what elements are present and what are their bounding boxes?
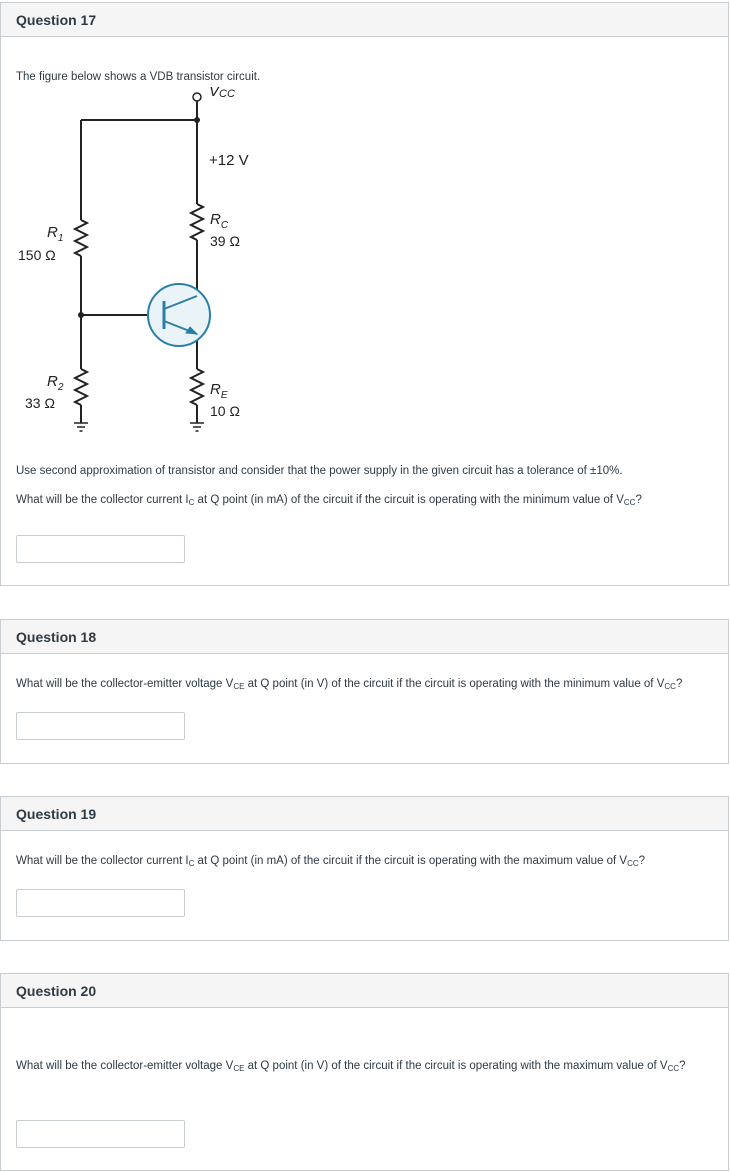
re-value: 10 Ω bbox=[210, 403, 240, 419]
re-label: $R_E$ bbox=[210, 381, 228, 401]
question-20-header bbox=[1, 974, 728, 1008]
question-19-header bbox=[1, 797, 728, 831]
question-19-card bbox=[0, 796, 729, 941]
question-17-header bbox=[1, 3, 728, 37]
question-18-prompt: What will be the collector-emitter voltage $V_{CE}$ at Q point (in V) of the circuit if the circuit is operating with the minimum value of $V_{CC}$? bbox=[16, 678, 683, 691]
question-18-header bbox=[1, 620, 728, 654]
vcc-value: +12 V bbox=[209, 152, 249, 169]
question-17-card bbox=[0, 2, 729, 586]
question-19-prompt: What will be the collector current $I_C$ at Q point (in mA) of the circuit if the circuit is operating with the maximum value of $V_{CC}$? bbox=[16, 855, 646, 868]
re-resistor bbox=[191, 369, 203, 405]
r1-resistor bbox=[75, 220, 87, 256]
question-17-title: Question 17 bbox=[16, 11, 97, 28]
r1-value: 150 Ω bbox=[18, 247, 56, 263]
rc-resistor bbox=[191, 204, 203, 240]
vdb-circuit-diagram bbox=[1, 87, 281, 437]
question-17-answer-input[interactable] bbox=[16, 535, 185, 563]
ground-symbol-right bbox=[190, 423, 204, 431]
question-18-answer-input[interactable] bbox=[16, 712, 185, 740]
r1-label: $R_1$ bbox=[47, 224, 64, 244]
question-18-title: Question 18 bbox=[16, 628, 97, 645]
question-20-prompt: What will be the collector-emitter voltage $V_{CE}$ at Q point (in V) of the circuit if the circuit is operating with the maximum value of $V_{CC}$? bbox=[16, 1060, 686, 1073]
rc-value: 39 Ω bbox=[210, 233, 240, 249]
question-19-answer-input[interactable] bbox=[16, 889, 185, 917]
question-17-prompt: What will be the collector current $I_C$ at Q point (in mA) of the circuit if the circuit is operating with the minimum value of $V_{CC}$? bbox=[16, 494, 642, 507]
base-node-dot bbox=[78, 312, 84, 318]
question-18-card bbox=[0, 619, 729, 764]
ground-symbol-left bbox=[74, 423, 88, 431]
vcc-node-dot bbox=[194, 117, 200, 123]
r2-label: $R_2$ bbox=[47, 373, 64, 393]
question-20-card bbox=[0, 973, 729, 1171]
r2-resistor bbox=[75, 369, 87, 405]
vcc-terminal bbox=[193, 93, 201, 101]
rc-label: $R_C$ bbox=[210, 211, 229, 231]
npn-transistor bbox=[148, 284, 210, 346]
r2-value: 33 Ω bbox=[25, 395, 55, 411]
question-19-title: Question 19 bbox=[16, 805, 97, 822]
question-17-instructions: Use second approximation of transistor and consider that the power supply in the given circuit has a tolerance of ±10%. bbox=[16, 465, 623, 477]
vcc-label: $V_{CC}$ bbox=[209, 87, 235, 101]
question-17-intro: The figure below shows a VDB transistor circuit. bbox=[16, 71, 261, 83]
question-20-answer-input[interactable] bbox=[16, 1120, 185, 1148]
question-20-title: Question 20 bbox=[16, 982, 97, 999]
